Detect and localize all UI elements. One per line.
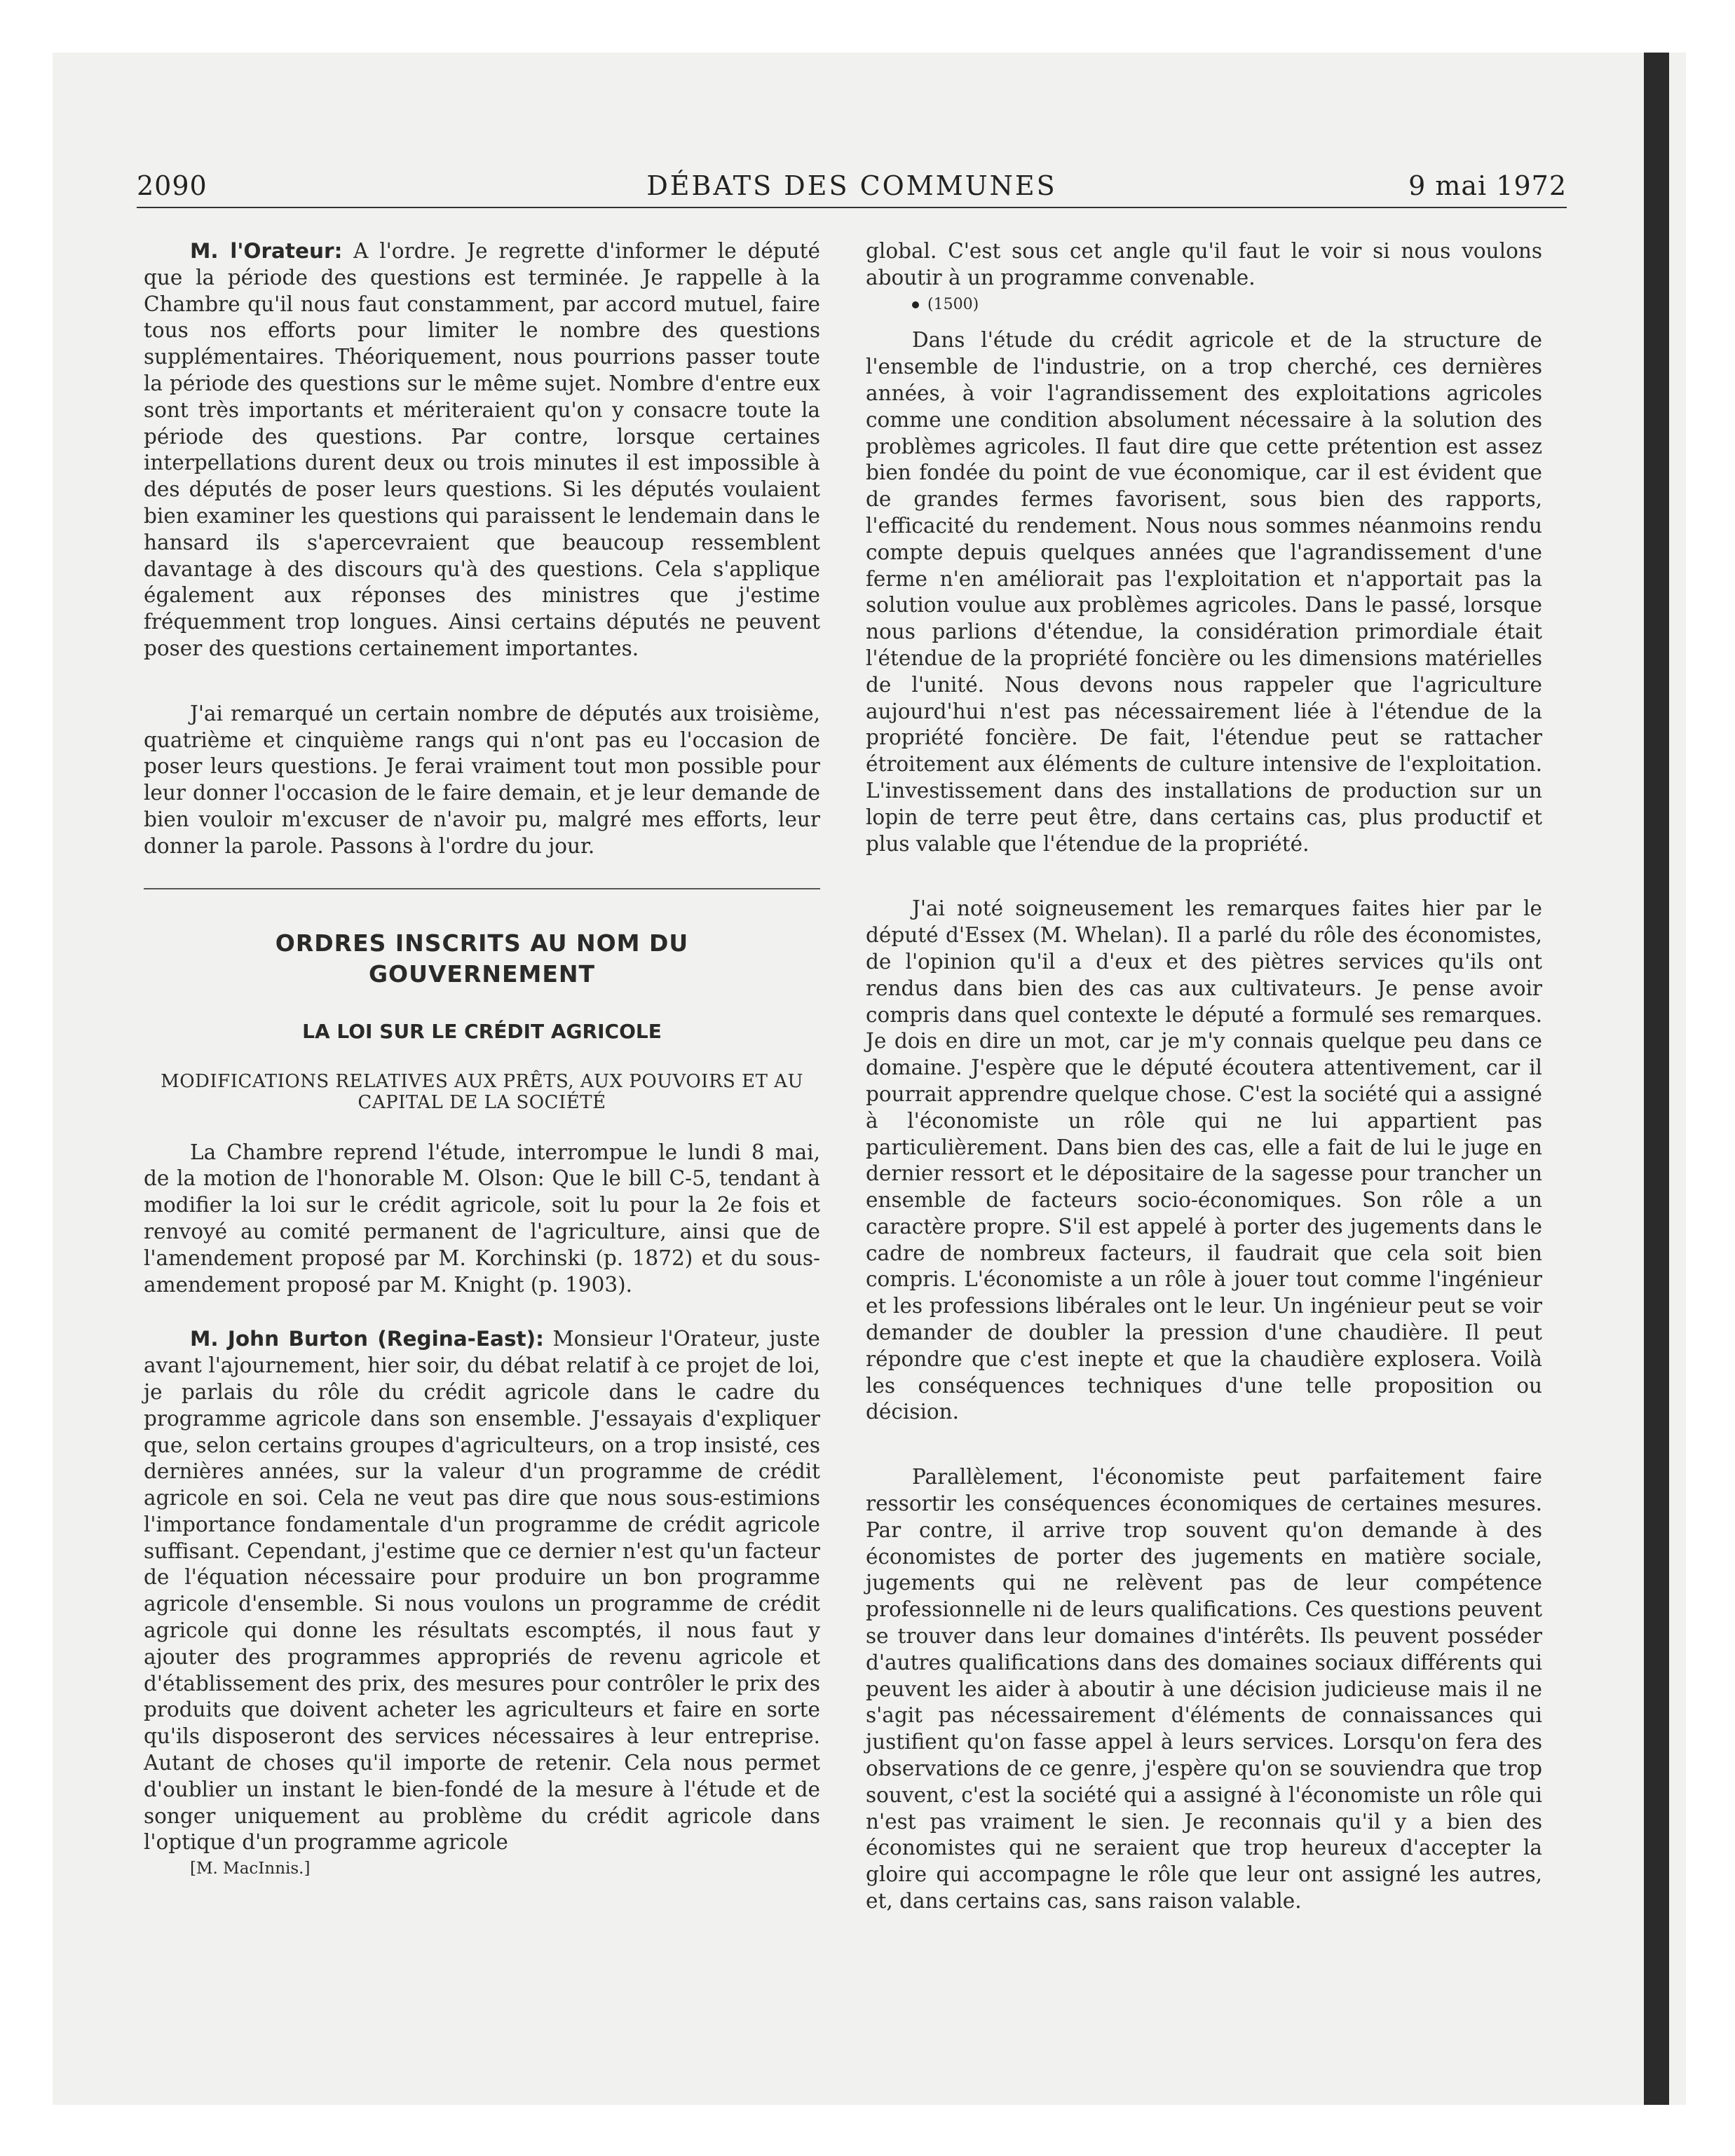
section-divider (144, 888, 820, 889)
paragraph: J'ai noté soigneusement les remarques faites hier par le député d'Essex (M. Whelan). Il a parlé du rôle des économistes, de l'opinion qu'il a d'eux et des piètres services qu'ils ont rendus dans bien des cas aux cultivateurs. Je pense avoir compris dans quel contexte le député a formulé ses remarques. Je dois en dire un mot, car je m'y connais quelque peu dans ce domaine. J'espère que le député écoutera attentivement, car il pourrait apprendre quelque chose. C'est la société qui a assigné à l'économiste un rôle qui ne lui appartient pas particulièrement. Dans bien des cas, elle a fait de lui le juge en dernier ressort et le dépositaire de la sagesse pour trancher un ensemble de facteurs socio-économiques. Son rôle a un caractère propre. S'il est appelé à porter des jugements dans le cadre de nombreux facteurs, il faudrait que cela soit bien compris. L'économiste a un rôle à jouer tout comme l'ingénieur et les professions libérales ont le leur. Un ingénieur peut se voir demander de doubler la pression d'une chaudière. Il peut répondre que c'est inepte et que la chaudière explosera. Voilà les conséquences techniques d'une telle proposition ou décision. (866, 896, 1542, 1424)
footer-speaker-note: [M. MacInnis.] (190, 1860, 311, 1878)
speaker-name: M. l'Orateur: (190, 239, 343, 263)
sitting-date: 9 mai 1972 (1408, 170, 1567, 201)
speaker-name: M. John Burton (Regina-East): (190, 1327, 544, 1351)
paragraph: La Chambre reprend l'étude, interrompue le lundi 8 mai, de la motion de l'honorable M. Olson: Que le bill C-5, tendant à modifier la loi sur le crédit agricole, soit lu pour la 2e fois et renvoyé au comité permanent de l'agriculture, ainsi que de l'amendement proposé par M. Korchinski (p. 1872) et du sous-amendement proposé par M. Knight (p. 1903). (144, 1140, 820, 1297)
running-header (137, 165, 1567, 208)
paragraph-text: Monsieur l'Orateur, juste avant l'ajournement, hier soir, du débat relatif à ce projet de loi, je parlais du rôle du crédit agricole dans le cadre du programme agricole dans son ensemble. J'essayais d'expliquer que, selon certains groupes d'agriculteurs, on a trop insisté, ces dernières années, sur la valeur d'un programme de crédit agricole en soi. Cela ne veut pas dire que nous sous-estimions l'importance fondamentale d'un programme de crédit agricole suffisant. Cependant, j'estime que ce dernier n'est qu'un facteur de l'équation nécessaire pour produire un bon programme agricole d'ensemble. Si nous voulons un programme de crédit agricole qui donne les résultats escomptés, il nous faut y ajouter des programmes appropriés de revenu agricole et d'établissement des prix, des mesures pour contrôler le prix des produits que doivent acheter les agriculteurs et faire en sorte qu'ils disposeront des services nécessaires à leur entreprise. Autant de choses qu'il importe de retenir. Cela nous permet d'oublier un instant le bien-fondé de la mesure à l'étude et de songer uniquement au problème du crédit agricole dans l'optique d'un programme agricole (144, 1327, 820, 1855)
scan-binding-edge (1644, 53, 1669, 2105)
speaker-paragraph (144, 1326, 820, 1856)
right-column (866, 238, 1542, 1915)
bill-subheading: MODIFICATIONS RELATIVES AUX PRÊTS, AUX POUVOIRS ET AU CAPITAL DE LA SOCIÉTÉ (161, 1070, 803, 1113)
section-heading: ORDRES INSCRITS AU NOM DU GOUVERNEMENT (275, 929, 689, 988)
paragraph: J'ai remarqué un certain nombre de députés aux troisième, quatrième et cinquième rangs qui n'ont pas eu l'occasion de poser leurs questions. Je ferai vraiment tout mon possible pour leur donner l'occasion de le faire demain, et je leur demande de bien vouloir m'excuser de n'avoir pu, malgré mes efforts, leur donner la parole. Passons à l'ordre du jour. (144, 701, 820, 858)
publication-title: DÉBATS DES COMMUNES (646, 170, 1057, 201)
left-column (144, 238, 820, 1883)
bill-heading: LA LOI SUR LE CRÉDIT AGRICOLE (302, 1019, 662, 1043)
bullet-icon (912, 301, 919, 308)
paragraph: Parallèlement, l'économiste peut parfaitement faire ressortir les conséquences économiques de certaines mesures. Par contre, il arrive trop souvent qu'on demande à des économistes de porter des jugements en matière sociale, jugements qui ne relèvent pas de leur compétence professionnelle ni de leurs qualifications. Ces questions peuvent se trouver dans leur domaines d'intérêts. Ils peuvent posséder d'autres qualifications dans des domaines sociaux différents qui peuvent les aider à aboutir à une décision judicieuse mais il ne s'agit pas nécessairement d'éléments de connaissances qui justifient qu'on fasse appel à leurs services. Lorsqu'on fera des observations de ce genre, j'espère qu'on se souviendra que trop souvent, c'est la société qui a assigné à l'économiste un rôle qui n'est pas vraiment le sien. Je reconnais qu'il y a bien des économistes qui ne seraient que trop heureux d'accepter la gloire qui accompagne le rôle que leur ont assigné les autres, et, dans certains cas, sans raison valable. (866, 1465, 1542, 1913)
paragraph: Dans l'étude du crédit agricole et de la structure de l'ensemble de l'industrie, on a trop cherché, ces dernières années, à voir l'agrandissement des exploitations agricoles comme une condition absolument nécessaire à la solution des problèmes agricoles. Il faut dire que cette prétention est assez bien fondée du point de vue économique, car il est évident que de grandes fermes favorisent, sous bien des rapports, l'efficacité du rendement. Nous nous sommes néanmoins rendu compte depuis quelques années que l'agrandissement d'une ferme n'en améliorait pas l'exploitation et n'apportait pas la solution voulue aux problèmes agricoles. Dans le passé, lorsque nous parlions d'étendue, la considération primordiale était l'étendue de la propriété foncière ou les dimensions matérielles de l'unité. Nous devons nous rappeler que l'agriculture aujourd'hui n'est pas nécessairement liée à l'étendue de la propriété foncière. De fait, l'étendue peut se rattacher étroitement aux éléments de culture intensive de l'exploitation. L'investissement dans des installations de production sur un lopin de terre peut être, dans certains cas, plus productif et plus valable que l'étendue de la propriété. (866, 328, 1542, 856)
speaker-paragraph (144, 238, 820, 662)
paragraph-text: A l'ordre. Je regrette d'informer le député que la période des questions est terminée. Je rappelle à la Chambre qu'il nous faut constamment, par accord mutuel, faire tous nos efforts pour limiter le nombre des questions supplémentaires. Théoriquement, nous pourrions passer toute la période des questions sur le même sujet. Nombre d'entre eux sont très importants et mériteraient qu'on y consacre toute la période des questions. Par contre, lorsque certaines interpellations durent deux ou trois minutes il est impossible à des députés de poser leurs questions. Si les députés voulaient bien examiner les questions qui paraissent le lendemain dans le hansard ils s'apercevraient que beaucoup ressemblent davantage à des discours qu'à des questions. Cela s'applique également aux réponses des ministres que j'estime fréquemment trop longues. Ainsi certains députés ne peuvent poser des questions certainement importantes. (144, 239, 820, 660)
hansard-page (137, 158, 1567, 2050)
paragraph-continued: global. C'est sous cet angle qu'il faut le voir si nous voulons aboutir à un programme convenable. (866, 239, 1542, 289)
page-number: 2090 (137, 170, 207, 201)
time-marker-text: (1500) (927, 295, 979, 313)
time-marker (866, 292, 1542, 318)
